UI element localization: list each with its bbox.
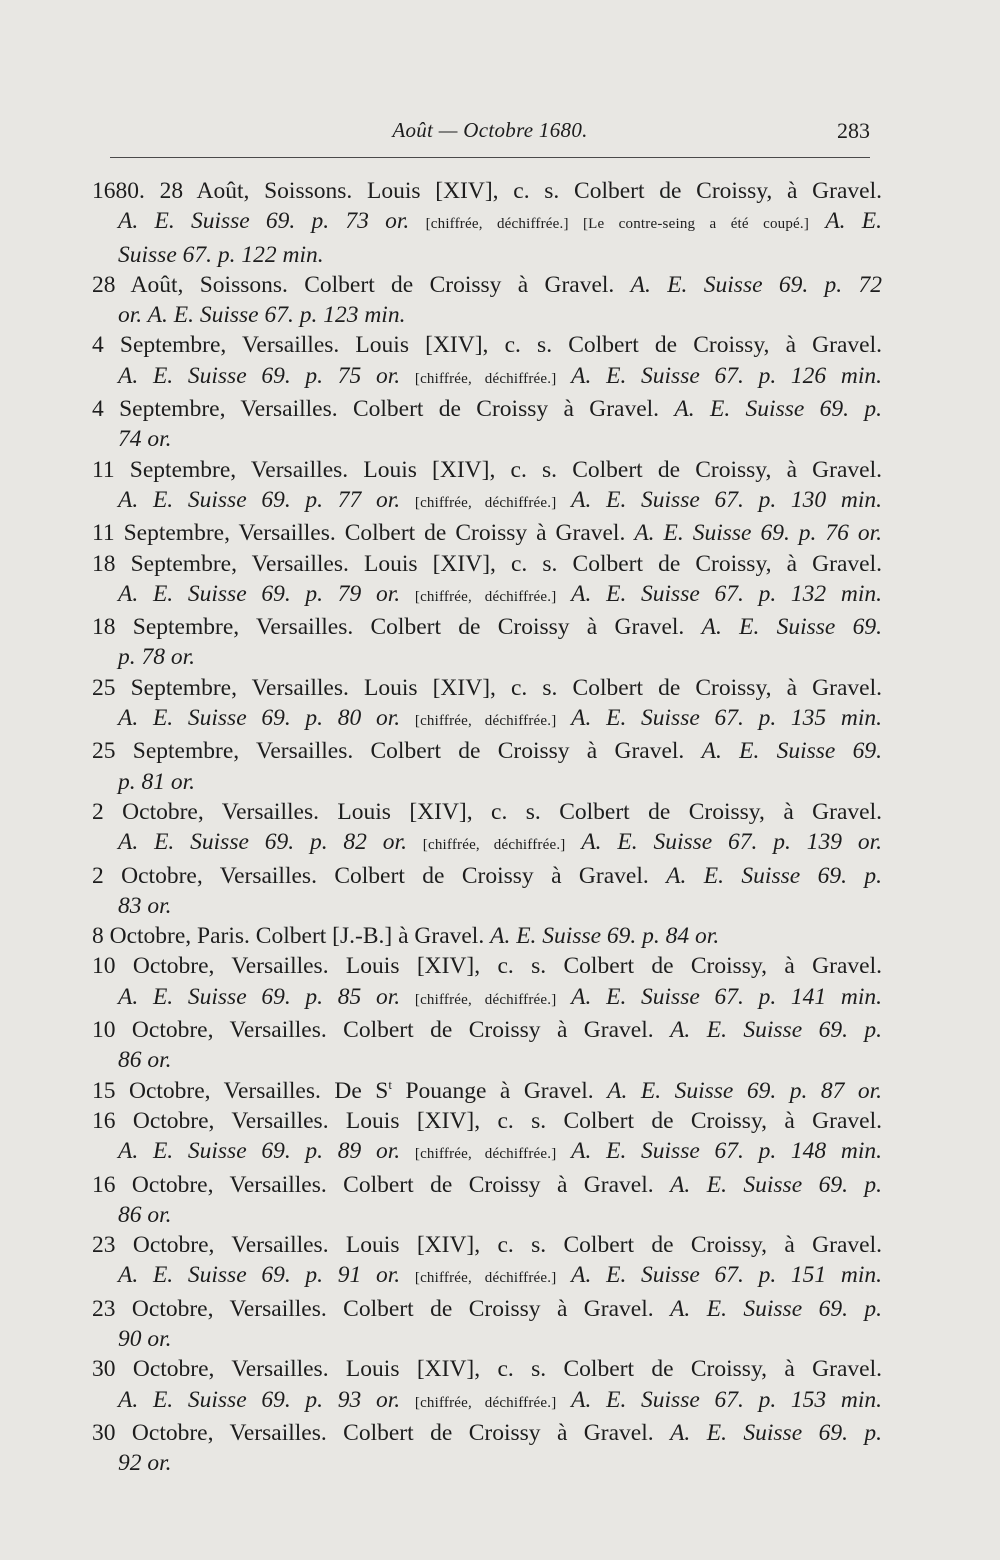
page-header: [110, 118, 870, 150]
note: [chiffrée, déchiffrée.]: [414, 1394, 557, 1411]
list-item: [66, 612, 882, 673]
entry-line: 2 Octobre, Versailles. Louis [XIV], c. s. Colbert de Croissy, à Gravel.: [92, 798, 882, 825]
archive-reference: A. E. Suisse 67. p. 153 min.: [571, 1386, 883, 1413]
list-item: [66, 330, 882, 394]
archive-reference: A. E. Suisse 69. p.: [670, 1171, 882, 1198]
note: [chiffrée, déchiffrée.]: [414, 713, 557, 730]
archive-reference: 90 or.: [118, 1325, 172, 1352]
archive-reference: A. E. Suisse 67. p. 132 min.: [571, 580, 883, 607]
archive-reference: A. E. Suisse 67. p. 139 or.: [581, 829, 882, 856]
entry-line: [92, 1136, 882, 1169]
archive-reference: A. E. Suisse 69. p. 89 or.: [118, 1138, 401, 1165]
archive-reference: or. A. E. Suisse 67. p. 123 min.: [118, 302, 406, 329]
archive-reference: A. E. Suisse 69. p. 73 or.: [118, 208, 410, 235]
archive-reference: A. E. Suisse 69. p.: [674, 396, 882, 423]
note: [chiffrée, déchiffrée.]: [414, 1270, 557, 1287]
entry-line: [92, 827, 882, 860]
list-item: [66, 518, 882, 548]
archive-reference: A. E. Suisse 69. p. 93 or.: [118, 1386, 401, 1413]
entry-line: 16 Octobre, Versailles. Louis [XIV], c. s. Colbert de Croissy, à Gravel.: [92, 1107, 882, 1134]
archive-reference: A. E. Suisse 67. p. 151 min.: [571, 1262, 883, 1289]
entry-line: 18 Septembre, Versailles. Louis [XIV], c. s. Colbert de Croissy, à Gravel.: [92, 550, 882, 577]
archive-reference: 92 or.: [118, 1450, 172, 1477]
entry-line: 2 Octobre, Versailles. Colbert de Croissy à Gravel. A. E. Suisse 69. p.: [92, 862, 883, 889]
archive-reference: p. 81 or.: [118, 768, 196, 795]
archive-reference: 74 or.: [118, 426, 172, 453]
page-number: 283: [837, 118, 870, 143]
note: [chiffrée, déchiffrée.]: [414, 494, 557, 511]
archive-reference: A. E. Suisse 69. p. 80 or.: [118, 705, 401, 732]
entry-line: [92, 1385, 882, 1418]
note: [chiffrée, déchiffrée.]: [422, 837, 566, 854]
entry-line: [92, 982, 882, 1015]
entry-line: 4 Septembre, Versailles. Colbert de Croissy à Gravel. A. E. Suisse 69. p.: [92, 396, 882, 423]
entry-line: 25 Septembre, Versailles. Colbert de Croissy à Gravel. A. E. Suisse 69.: [92, 738, 882, 765]
archive-reference: A. E. Suisse 69. p. 82 or.: [118, 829, 407, 856]
archive-reference: A. E. Suisse 69. p. 72: [630, 271, 883, 298]
entry-list: [92, 176, 882, 1478]
archive-reference: A. E. Suisse 69. p. 91 or.: [118, 1262, 401, 1289]
archive-reference: A. E. Suisse 69. p. 79 or.: [118, 580, 401, 607]
list-item: [66, 1294, 882, 1355]
archive-reference: A. E. Suisse 69. p. 76 or.: [634, 520, 883, 547]
archive-reference: A. E. Suisse 69. p.: [670, 1419, 882, 1446]
entry-line: [92, 485, 882, 518]
list-item: [66, 1106, 882, 1170]
note: [chiffrée, déchiffrée.]: [414, 588, 557, 605]
list-item: [66, 921, 882, 951]
archive-reference: A. E. Suisse 69. p. 84 or.: [490, 923, 720, 950]
entry-line: 30 Octobre, Versailles. Colbert de Croissy à Gravel. A. E. Suisse 69. p.: [92, 1419, 882, 1446]
archive-reference: A. E. Suisse 69. p. 85 or.: [118, 983, 401, 1010]
list-item: [66, 394, 882, 455]
entry-line: 28 Août, Soissons. Colbert de Croissy à Gravel. A. E. Suisse 69. p. 72: [92, 271, 883, 298]
archive-reference: A. E. Suisse 69. p. 87 or.: [607, 1077, 883, 1104]
archive-reference: 83 or.: [118, 892, 172, 919]
header-rule: [110, 157, 870, 158]
archive-reference: A. E. Suisse 69.: [701, 738, 882, 765]
list-item: [66, 736, 882, 797]
list-item: [66, 797, 882, 861]
note: [chiffrée, déchiffrée.] [Le contre-seing a été coupé.]: [425, 216, 810, 233]
list-item: [66, 270, 882, 331]
archive-reference: A. E. Suisse 67. p. 135 min.: [571, 705, 883, 732]
entry-line: [92, 1260, 882, 1293]
entry-line: 1680. 28 Août, Soissons. Louis [XIV], c. s. Colbert de Croissy, à Gravel.: [92, 178, 882, 204]
entry-line: 23 Octobre, Versailles. Louis [XIV], c. s. Colbert de Croissy, à Gravel.: [92, 1232, 882, 1259]
list-item: [66, 549, 882, 613]
entry-line: [92, 579, 882, 612]
list-item: [66, 673, 882, 737]
entry-line: 18 Septembre, Versailles. Colbert de Croissy à Gravel. A. E. Suisse 69.: [92, 614, 882, 641]
archive-reference: A. E. Suisse 69. p.: [670, 1017, 882, 1044]
note: [chiffrée, déchiffrée.]: [414, 1146, 557, 1163]
archive-reference: A. E. Suisse 69.: [701, 614, 882, 641]
list-item: [66, 951, 882, 1015]
entry-line: 4 Septembre, Versailles. Louis [XIV], c. s. Colbert de Croissy, à Gravel.: [92, 332, 882, 359]
entry-line: [92, 206, 882, 239]
archive-reference: A. E. Suisse 67. p. 126 min.: [571, 362, 883, 389]
list-item: [66, 1076, 882, 1106]
list-item: [66, 1230, 882, 1294]
entry-line: [92, 361, 882, 394]
list-item: [66, 1354, 882, 1418]
entry-line: 23 Octobre, Versailles. Colbert de Croissy à Gravel. A. E. Suisse 69. p.: [92, 1295, 882, 1322]
entry-line: 30 Octobre, Versailles. Louis [XIV], c. s. Colbert de Croissy, à Gravel.: [92, 1356, 882, 1383]
running-title: Août — Octobre 1680.: [392, 118, 588, 142]
list-item: [66, 1170, 882, 1231]
entry-line: 25 Septembre, Versailles. Louis [XIV], c. s. Colbert de Croissy, à Gravel.: [92, 674, 882, 701]
entry-line: 11 Septembre, Versailles. Colbert de Croissy à Gravel. A. E. Suisse 69. p. 76 or.: [92, 520, 883, 547]
entry-line: 8 Octobre, Paris. Colbert [J.-B.] à Gravel. A. E. Suisse 69. p. 84 or.: [92, 923, 720, 950]
entry-line: 16 Octobre, Versailles. Colbert de Croissy à Gravel. A. E. Suisse 69. p.: [92, 1171, 882, 1198]
archive-reference: A. E. Suisse 69. p. 77 or.: [118, 486, 401, 513]
list-item: [66, 861, 882, 922]
archive-reference: 86 or.: [118, 1047, 172, 1074]
note: [chiffrée, déchiffrée.]: [414, 370, 557, 387]
archive-reference: A. E. Suisse 67. p. 130 min.: [571, 486, 883, 513]
entry-line: 10 Octobre, Versailles. Colbert de Croissy à Gravel. A. E. Suisse 69. p.: [92, 1017, 882, 1044]
entry-line: [92, 703, 882, 736]
archive-reference: A. E. Suisse 67. p. 148 min.: [571, 1138, 883, 1165]
archive-reference: A. E. Suisse 67. p. 141 min.: [571, 983, 883, 1010]
archive-reference: A. E. Suisse 69. p.: [670, 1295, 882, 1322]
list-item: [66, 455, 882, 519]
list-item: [66, 1418, 882, 1479]
entry-line: 10 Octobre, Versailles. Louis [XIV], c. s. Colbert de Croissy, à Gravel.: [92, 953, 882, 980]
archive-reference: A. E. Suisse 69. p. 75 or.: [118, 362, 401, 389]
entry-line: 15 Octobre, Versailles. De $S^t$ Pouange à Gravel. A. E. Suisse 69. p. 87 or.: [92, 1076, 883, 1104]
note: [chiffrée, déchiffrée.]: [414, 991, 557, 1008]
list-item: [66, 1015, 882, 1076]
list-item: [66, 176, 882, 270]
archive-reference: Suisse 67. p. 122 min.: [118, 241, 324, 268]
entry-line: 11 Septembre, Versailles. Louis [XIV], c. s. Colbert de Croissy, à Gravel.: [92, 456, 882, 483]
archive-reference: A. E. Suisse 69. p.: [666, 862, 883, 889]
archive-reference: p. 78 or.: [118, 644, 196, 671]
archive-reference: 86 or.: [118, 1201, 172, 1228]
archive-reference: A. E.: [825, 208, 883, 235]
